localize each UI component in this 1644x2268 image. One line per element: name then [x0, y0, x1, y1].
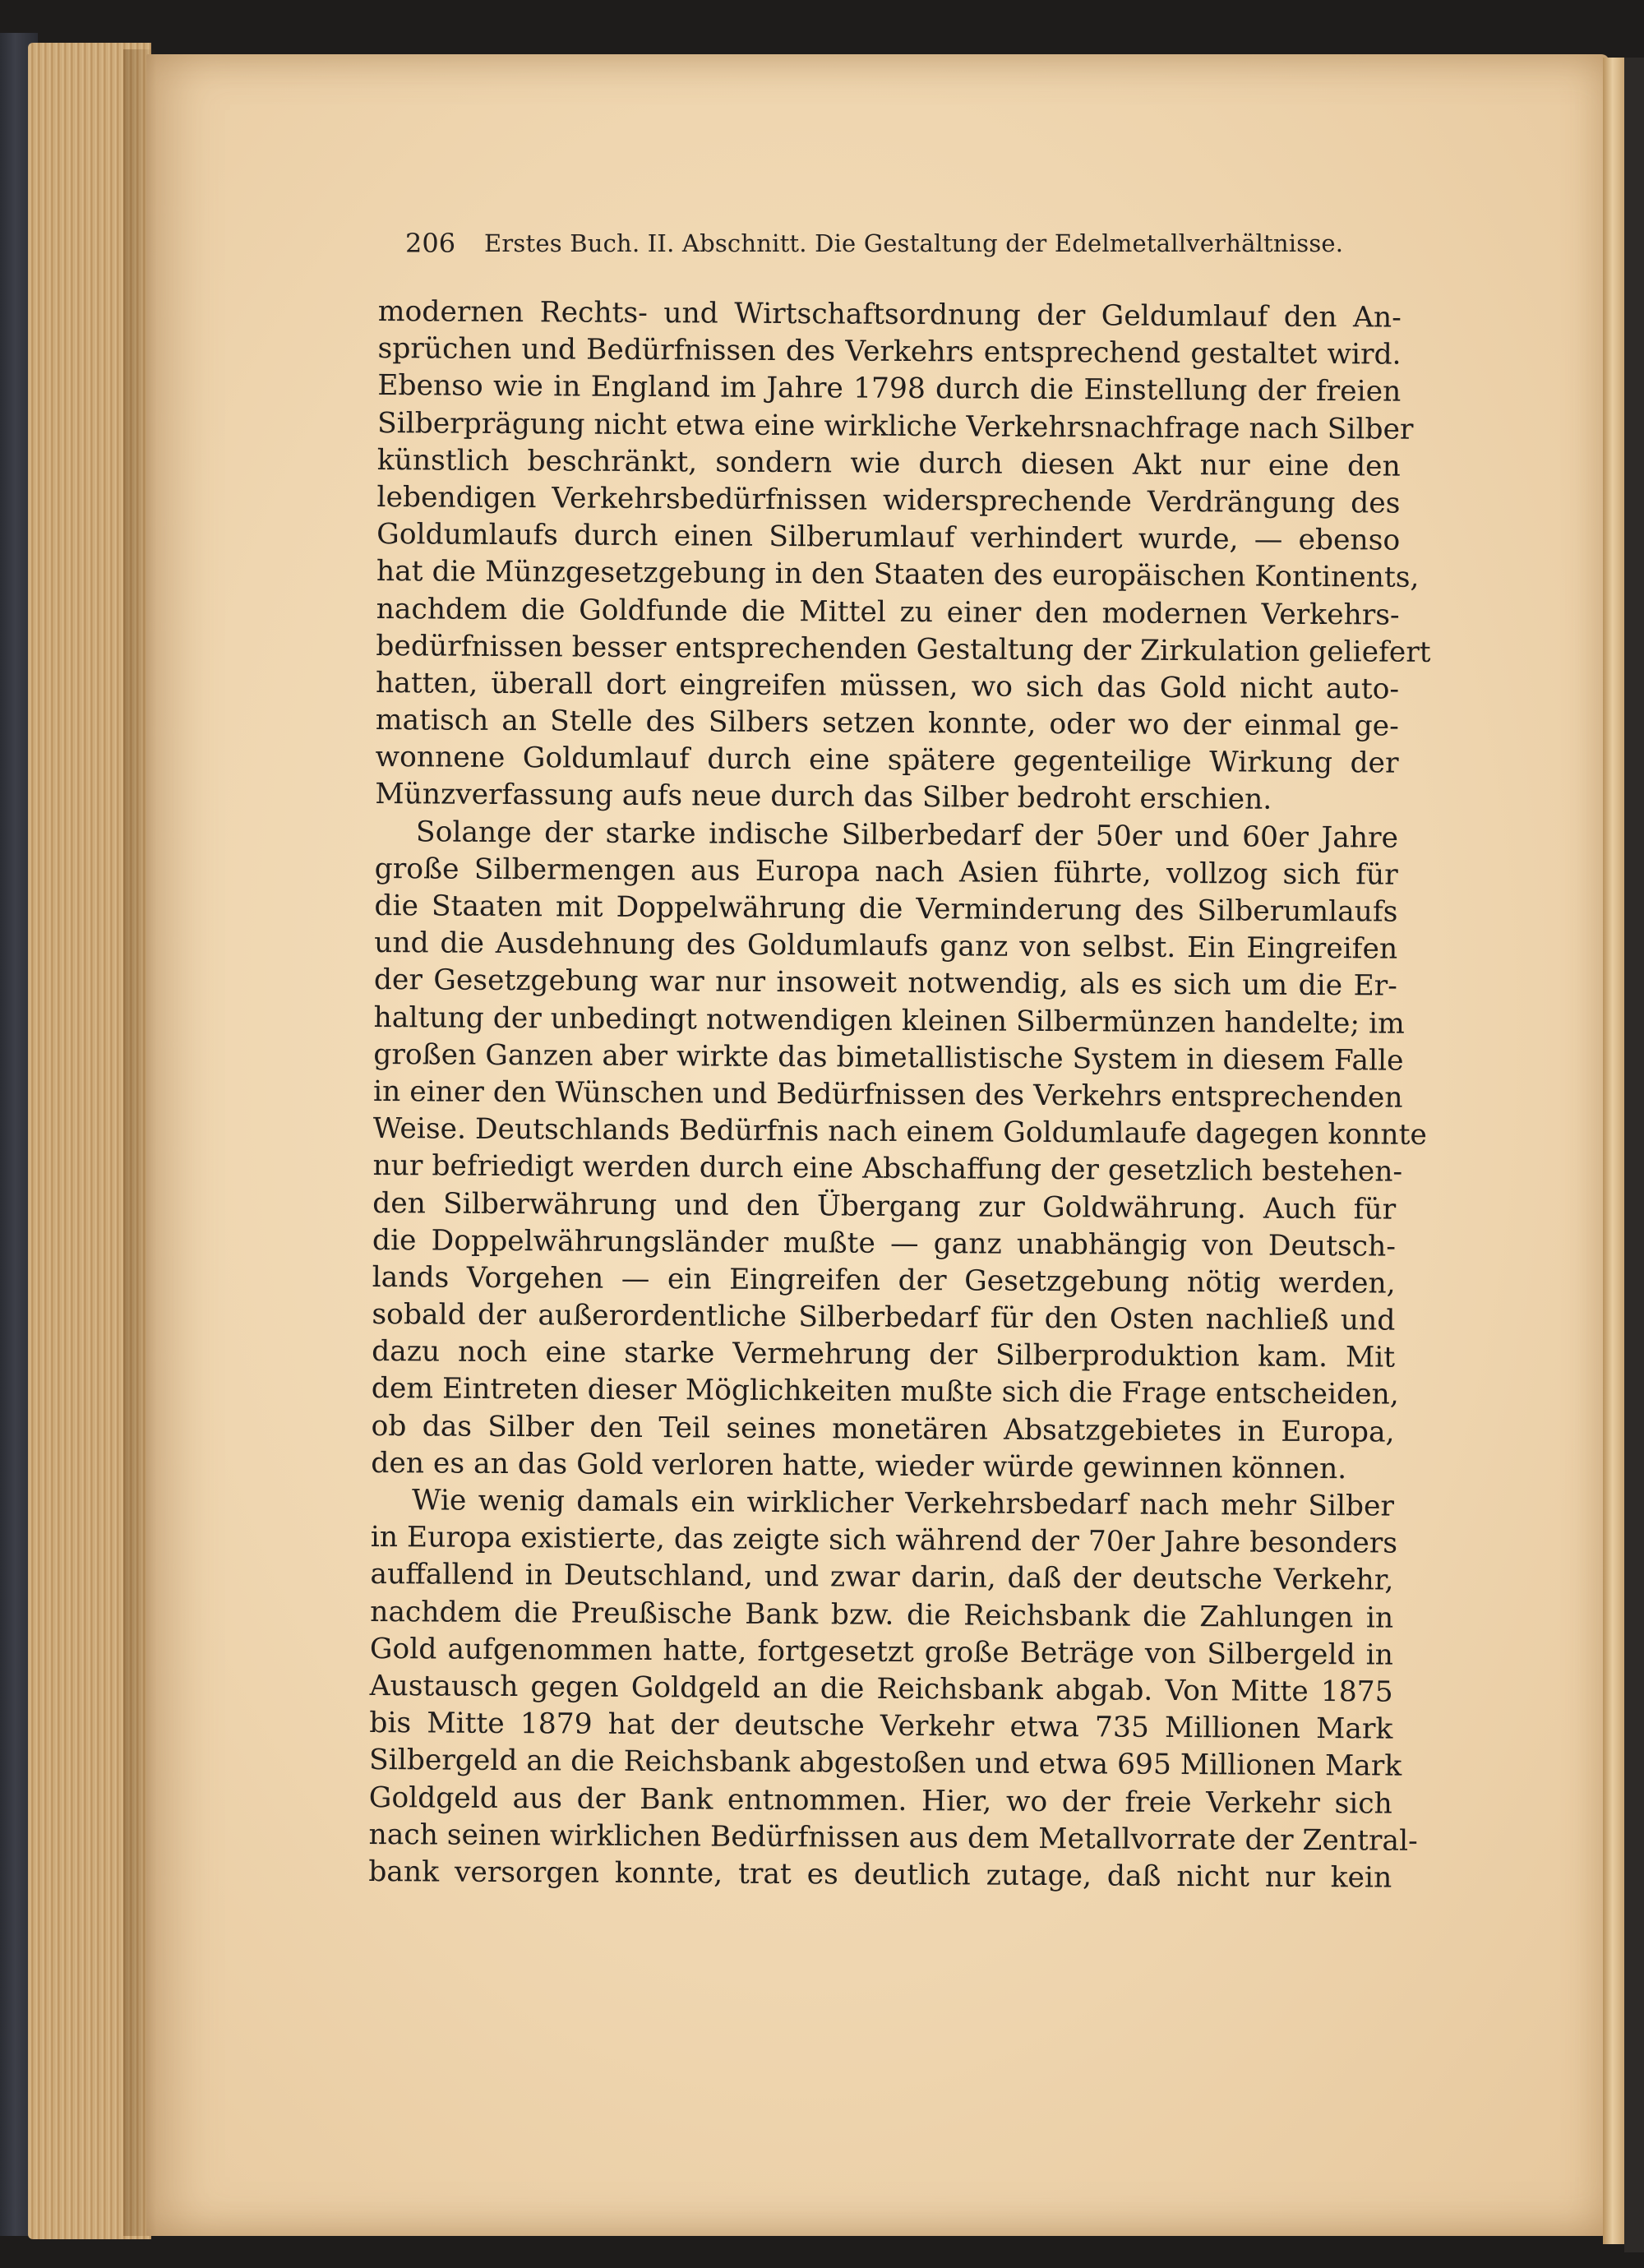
- text-line: Wie wenig damals ein wirklicher Verkehrsbedarf nach mehr Silber: [411, 1484, 1395, 1523]
- text-line: lands Vorgehen — ein Eingreifen der Gesetzgebung nötig werden,: [372, 1260, 1396, 1300]
- text-line: Solange der starke indische Silberbedarf der 50er und 60er Jahre: [415, 815, 1399, 855]
- text-line: Münzverfassung aufs neue durch das Silber bedroht erschien.: [375, 778, 1272, 817]
- text-line: Austausch gegen Goldgeld an die Reichsbank abgab. Von Mitte 1875: [369, 1669, 1393, 1709]
- text-line: den Silberwährung und den Übergang zur Goldwährung. Auch für: [372, 1186, 1397, 1226]
- text-line: und die Ausdehnung des Goldumlaufs ganz von selbst. Ein Eingreifen: [374, 926, 1398, 966]
- text-line: bedürfnissen besser entsprechenden Gestaltung der Zirkulation geliefert: [376, 629, 1431, 669]
- text-line: wonnene Goldumlauf durch eine spätere gegenteilige Wirkung der: [375, 741, 1399, 780]
- text-line: nur befriedigt werden durch eine Abschaffung der gesetzlich bestehen-: [372, 1149, 1403, 1189]
- text-line: lebendigen Verkehrsbedürfnissen widersprechende Verdrängung des: [376, 480, 1401, 520]
- text-line: nachdem die Preußische Bank bzw. die Reichsbank die Zahlungen in: [370, 1595, 1394, 1635]
- text-line: nachdem die Goldfunde die Mittel zu einer den modernen Verkehrs-: [376, 592, 1400, 632]
- text-line: matisch an Stelle des Silbers setzen konnte, oder wo der einmal ge-: [375, 704, 1399, 743]
- text-line: Gold aufgenommen hatte, fortgesetzt große Beträge von Silbergeld in: [369, 1632, 1394, 1672]
- text-line: den es an das Gold verloren hatte, wieder würde gewinnen können.: [371, 1446, 1347, 1486]
- text-line: bis Mitte 1879 hat der deutsche Verkehr etwa 735 Millionen Mark: [369, 1707, 1393, 1746]
- text-line: dazu noch eine starke Vermehrung der Silberproduktion kam. Mit: [372, 1335, 1396, 1374]
- text-line: Goldgeld aus der Bank entnommen. Hier, wo der freie Verkehr sich: [368, 1781, 1392, 1821]
- page-number: 206: [405, 228, 456, 259]
- text-line: die Staaten mit Doppelwährung die Verminderung des Silberumlaufs: [374, 889, 1398, 929]
- text-line: der Gesetzgebung war nur insoweit notwendig, als es sich um die Er-: [373, 963, 1397, 1003]
- text-line: dem Eintreten dieser Möglichkeiten mußte sich die Frage entscheiden,: [371, 1372, 1399, 1412]
- paragraph: [375, 293, 1431, 820]
- text-line: sprüchen und Bedürfnissen des Verkehrs entsprechend gestaltet wird.: [377, 332, 1402, 372]
- text-line: nach seinen wirklichen Bedürfnissen aus dem Metallvorrate der Zentral-: [368, 1818, 1418, 1858]
- text-line: sobald der außerordentliche Silberbedarf für den Osten nachließ und: [372, 1298, 1396, 1337]
- text-line: Ebenso wie in England im Jahre 1798 durch die Einstellung der freien: [377, 369, 1402, 409]
- text-line: Goldumlaufs durch einen Silberumlauf verhindert wurde, — ebenso: [376, 518, 1401, 557]
- body-text: [368, 293, 1431, 1897]
- text-line: ob das Silber den Teil seines monetären Absatzgebietes in Europa,: [371, 1409, 1395, 1449]
- page-edge-right: [1603, 58, 1624, 2244]
- text-line: haltung der unbedingt notwendigen kleinen Silbermünzen handelte; im: [373, 1000, 1405, 1041]
- text-line: bank versorgen konnte, trat es deutlich zutage, daß nicht nur kein: [368, 1855, 1392, 1895]
- text-line: großen Ganzen aber wirkte das bimetallistische System in diesem Falle: [373, 1037, 1404, 1078]
- text-line: auffallend in Deutschland, und zwar darin, daß der deutsche Verkehr,: [370, 1558, 1394, 1597]
- text-line: hat die Münzgesetzgebung in den Staaten des europäischen Kontinents,: [376, 555, 1420, 595]
- text-line: Silbergeld an die Reichsbank abgestoßen und etwa 695 Millionen Mark: [368, 1744, 1402, 1783]
- text-line: hatten, überall dort eingreifen müssen, wo sich das Gold nicht auto-: [375, 666, 1400, 706]
- text-line: die Doppelwährungsländer mußte — ganz unabhängig von Deutsch-: [372, 1223, 1397, 1263]
- text-line: Silberprägung nicht etwa eine wirkliche Verkehrsnachfrage nach Silber: [376, 406, 1414, 446]
- text-line: in Europa existierte, das zeigte sich während der 70er Jahre besonders: [370, 1521, 1398, 1560]
- book-cover-right: [1624, 58, 1644, 2252]
- running-head: [405, 228, 1351, 266]
- paragraph: [371, 814, 1427, 1489]
- paragraph: [368, 1482, 1418, 1897]
- text-line: in einer den Wünschen und Bedürfnissen des Verkehrs entsprechenden: [372, 1074, 1403, 1115]
- running-title: Erstes Buch. II. Abschnitt. Die Gestaltung der Edelmetallverhältnisse.: [484, 229, 1344, 257]
- text-line: große Silbermengen aus Europa nach Asien führte, vollzog sich für: [374, 852, 1398, 892]
- text-line: Weise. Deutschlands Bedürfnis nach einem Goldumlaufe dagegen konnte: [372, 1112, 1427, 1152]
- gutter-shadow: [123, 49, 156, 2236]
- text-line: künstlich beschränkt, sondern wie durch diesen Akt nur eine den: [376, 443, 1401, 483]
- text-line: modernen Rechts- und Wirtschaftsordnung der Geldumlauf den An-: [377, 294, 1402, 335]
